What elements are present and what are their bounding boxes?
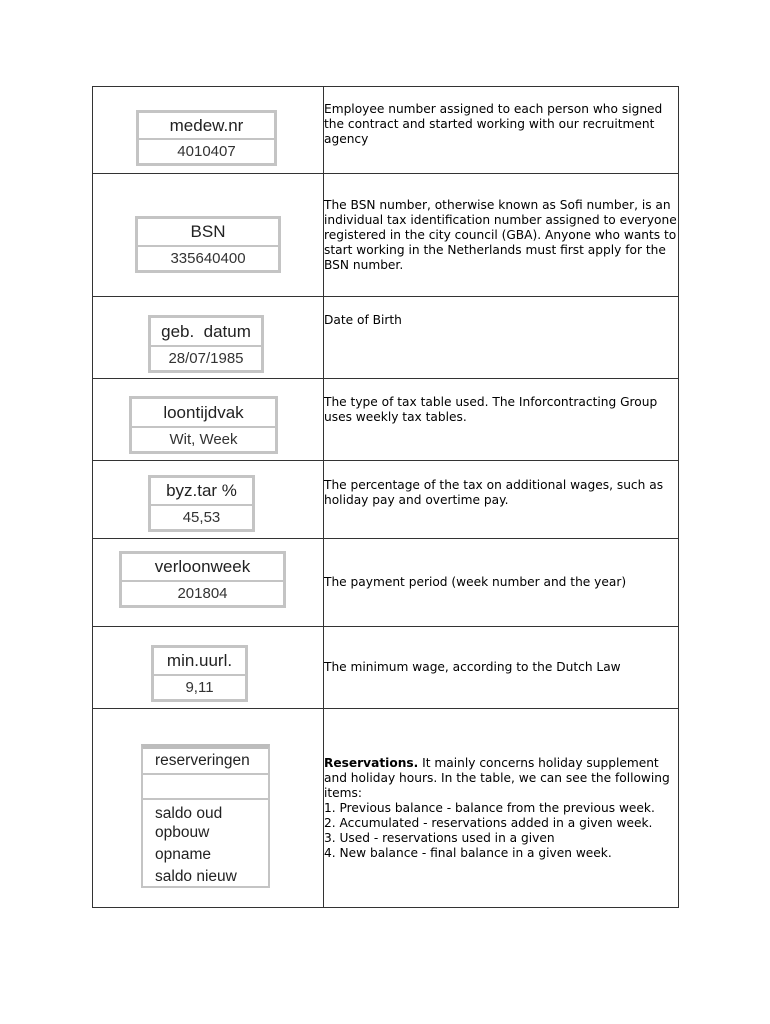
table-row <box>93 297 679 379</box>
field-label: byz.tar % <box>151 478 252 506</box>
field-image-cell <box>93 539 324 627</box>
list-item: opname <box>155 846 212 863</box>
field-value: Wit, Week <box>169 431 238 448</box>
reservations-list-item: 2. Accumulated - reservations added in a given week. <box>324 815 653 830</box>
field-box-min-uurl <box>151 645 248 702</box>
reservations-description <box>324 756 678 801</box>
field-label: reserveringen <box>143 749 268 775</box>
field-label: geb. datum <box>151 318 261 347</box>
field-description-table <box>92 86 679 908</box>
field-box-loontijdvak <box>129 396 278 454</box>
table-row <box>93 379 679 461</box>
field-box-medew-nr <box>136 110 277 166</box>
field-box-geb-datum <box>148 315 264 373</box>
field-value: 28/07/1985 <box>168 350 244 367</box>
description-text: The type of tax table used. The Inforcontracting Group uses weekly tax tables. <box>324 395 658 424</box>
field-label: verloonweek <box>122 554 283 582</box>
list-item: saldo nieuw <box>155 868 237 885</box>
list-item: saldo oud <box>155 805 223 822</box>
field-image-cell <box>93 461 324 539</box>
description-cell <box>324 87 679 174</box>
description-text: The minimum wage, according to the Dutch Law <box>324 660 621 674</box>
field-image-cell <box>93 627 324 709</box>
description-cell <box>324 709 679 908</box>
description-text: The payment period (week number and the year) <box>324 575 627 589</box>
description-title: Reservations. <box>324 755 419 770</box>
description-text: The BSN number, otherwise known as Sofi number, is an individual tax identification number assigned to everyone registered in the city council (GBA). Anyone who wants to start working in the Netherlands must first apply for the BSN number. <box>324 197 677 272</box>
description-text: The percentage of the tax on additional wages, such as holiday pay and overtime pay. <box>324 478 664 507</box>
description-text: Employee number assigned to each person who signed the contract and started working with our recruitment agency <box>324 102 663 146</box>
field-box-bsn <box>135 216 281 273</box>
description-text: It mainly concerns holiday supplement and holiday hours. In the table, we can see the following items: <box>324 755 670 800</box>
field-image-cell <box>93 297 324 379</box>
field-value: 45,53 <box>182 509 221 526</box>
reservations-list-item: 3. Used - reservations used in a given <box>324 830 555 845</box>
field-image-cell <box>93 709 324 908</box>
field-label: loontijdvak <box>132 399 275 428</box>
field-label: min.uurl. <box>154 648 245 676</box>
field-value: 4010407 <box>177 143 236 160</box>
field-value: 9,11 <box>185 679 214 696</box>
description-cell <box>324 379 679 461</box>
table-row <box>93 461 679 539</box>
field-image-cell <box>93 379 324 461</box>
field-box-reserveringen <box>141 744 270 888</box>
table-row <box>93 539 679 627</box>
field-box-verloonweek <box>119 551 286 608</box>
description-cell <box>324 627 679 709</box>
blank-row <box>143 775 268 800</box>
field-image-cell <box>93 87 324 174</box>
description-text: Date of Birth <box>324 313 402 327</box>
table-row <box>93 174 679 297</box>
reservations-list-item: 4. New balance - final balance in a given week. <box>324 845 612 860</box>
reservations-list-item: 1. Previous balance - balance from the previous week. <box>324 800 655 815</box>
field-image-cell <box>93 174 324 297</box>
table-row <box>93 87 679 174</box>
description-cell <box>324 174 679 297</box>
description-cell <box>324 461 679 539</box>
table-row <box>93 627 679 709</box>
description-cell <box>324 539 679 627</box>
field-label: medew.nr <box>139 113 274 140</box>
field-value: 201804 <box>177 585 228 602</box>
field-label: BSN <box>138 219 278 247</box>
list-item: opbouw <box>155 824 210 841</box>
description-cell <box>324 297 679 379</box>
field-box-byz-tar <box>148 475 255 532</box>
reservation-items <box>143 800 268 887</box>
table-row <box>93 709 679 908</box>
field-value: 335640400 <box>170 250 246 267</box>
